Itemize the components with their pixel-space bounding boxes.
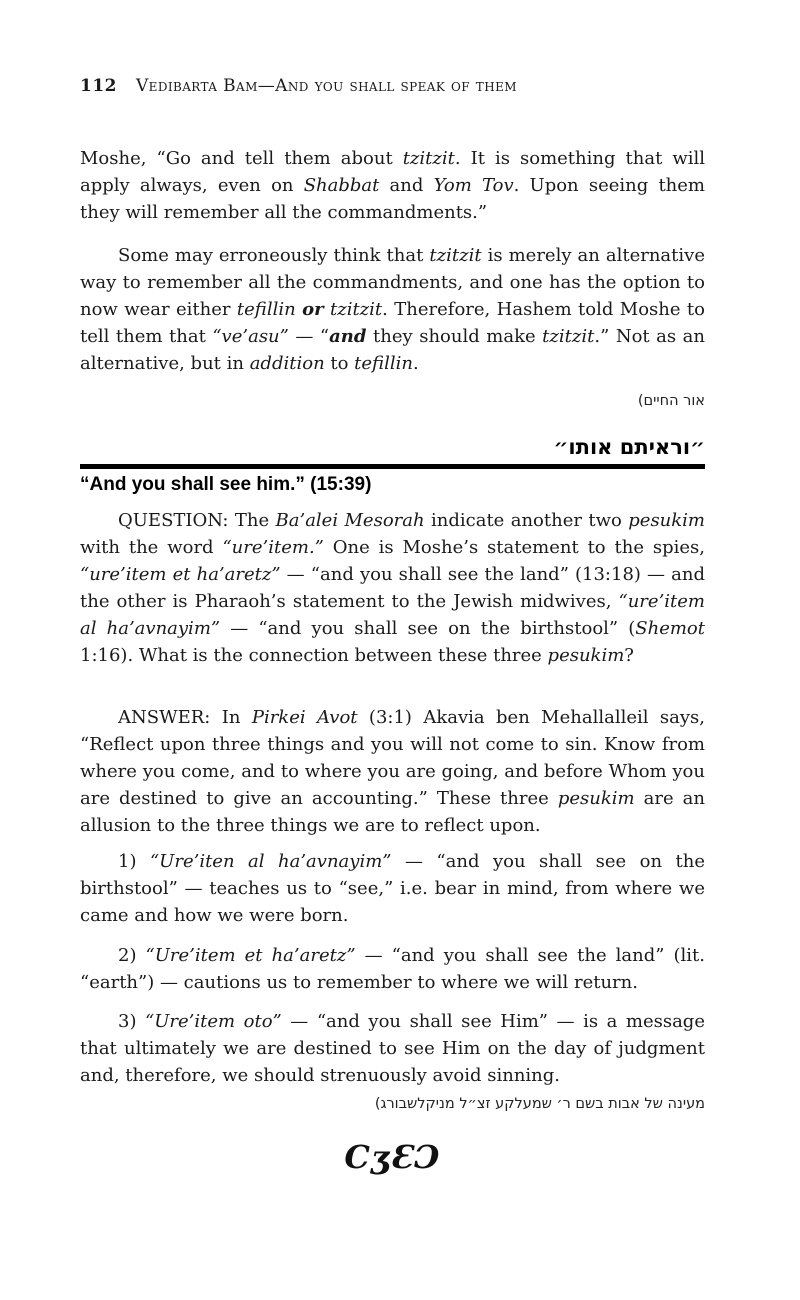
text-run: Ba’alei Mesorah — [275, 510, 425, 531]
text-run: are an allusion to the three things we are to reflect upon. — [80, 788, 705, 836]
text-run: 2) — [118, 945, 146, 966]
text-run: tzitzit — [542, 326, 595, 347]
text-run: “ve’asu” — [212, 326, 289, 347]
text-run: Some may erroneously think that — [118, 245, 430, 266]
numbered-point-1 — [80, 848, 705, 929]
section-divider-bar — [80, 464, 705, 469]
text-run: (3:1) Akavia ben Mehallalleil says, “Reflect upon three things and you will not come to sin. Know from where you come, and to where you are going, and before Whom you are destined to give an accounting.” These three — [80, 707, 705, 809]
numbered-point-2 — [80, 942, 705, 996]
text-run: . Therefore, Hashem told Moshe to tell them that — [80, 299, 705, 347]
text-run: or — [302, 299, 324, 320]
text-run: pesukim — [628, 510, 706, 531]
running-header — [80, 76, 705, 96]
text-run: “ure’item.” — [222, 537, 324, 558]
question-paragraph — [80, 507, 705, 669]
text-run: One is Moshe’s statement to the spies, — [323, 537, 705, 558]
running-title: Vedibarta Bam—And you shall speak of them — [136, 76, 517, 96]
text-run: they should make — [366, 326, 543, 347]
text-run: “Ure’iten al ha’avnayim” — [149, 851, 392, 872]
page-number: 112 — [80, 76, 117, 96]
text-run: Shabbat — [303, 175, 380, 196]
text-run: 1:16). What is the connection between these three — [80, 645, 548, 666]
text-run: tzitzit — [429, 245, 482, 266]
content-column — [80, 0, 705, 1300]
text-run: is merely an alternative way to remember all the commandments, and one has the option to now wear either — [80, 245, 705, 320]
text-run: — “and you shall see the land” (13:18) — and the other is Pharaoh’s statement to the Jewish midwives, — [80, 564, 705, 612]
text-run: “ure’item et ha’aretz” — [80, 564, 281, 585]
text-run: tzitzit — [402, 148, 455, 169]
text-run: “Ure’item oto” — [145, 1011, 282, 1032]
section-title-hebrew: ״וראיתם אותו״ — [553, 435, 705, 459]
text-run: . It is something that will apply always, even on — [80, 148, 705, 196]
text-run: Pirkei Avot — [251, 707, 358, 728]
text-run: — “and you shall see on the birthstool” — teaches us to “see,” i.e. bear in mind, from where we came and how we were born. — [80, 851, 705, 926]
text-run: Yom Tov — [433, 175, 514, 196]
text-run: Shemot — [635, 618, 705, 639]
text-run: tefillin — [236, 299, 303, 320]
section-title-english: “And you shall see him.” (15:39) — [80, 474, 372, 495]
text-run: — “and you shall see the land” (lit. “earth”) — cautions us to remember to where we will return. — [80, 945, 705, 993]
body-paragraph-continuation — [80, 145, 705, 226]
text-run: — “ — [288, 326, 330, 347]
text-run: with the word — [80, 537, 223, 558]
text-run: 3) — [118, 1011, 146, 1032]
text-run: tefillin — [354, 353, 413, 374]
text-run: 1) — [118, 851, 150, 872]
text-run: — “and you shall see Him” — is a message that ultimately we are destined to see Him on the day of judgment and, therefore, we should strenuously avoid sinning. — [80, 1011, 705, 1086]
text-run: tzitzit — [323, 299, 383, 320]
source-citation-or-hachaim: אור החיים) — [637, 393, 705, 409]
text-run: addition — [249, 353, 325, 374]
text-run: “Ure’item et ha’aretz” — [145, 945, 356, 966]
text-run: ? — [624, 645, 634, 666]
text-run: “ure’item al ha’avnayim” — [80, 591, 705, 639]
text-run: Moshe, “Go and tell them about — [80, 148, 403, 169]
text-run: . — [412, 353, 419, 374]
text-run: . Upon seeing them they will remember all the commandments.” — [80, 175, 705, 223]
source-citation-maayanah-shel-avot: מעינה של אבות בשם ר׳ שמעלקע זצ״ל מניקלשבורג) — [374, 1096, 705, 1112]
text-run: and — [329, 326, 367, 347]
text-run: .” Not as an alternative, but in — [80, 326, 705, 374]
text-run: — “and you shall see on the birthstool” ( — [220, 618, 636, 639]
text-run: and — [379, 175, 434, 196]
numbered-point-3 — [80, 1008, 705, 1089]
scroll-tailpiece-ornament: CʒƐƆ — [344, 1138, 441, 1176]
text-run: QUESTION: The — [118, 510, 276, 531]
text-run: pesukim — [557, 788, 635, 809]
text-run: to — [324, 353, 355, 374]
text-run: pesukim — [547, 645, 625, 666]
answer-paragraph — [80, 704, 705, 839]
body-paragraph — [80, 242, 705, 377]
text-run: indicate another two — [424, 510, 629, 531]
text-run: ANSWER: In — [118, 707, 252, 728]
